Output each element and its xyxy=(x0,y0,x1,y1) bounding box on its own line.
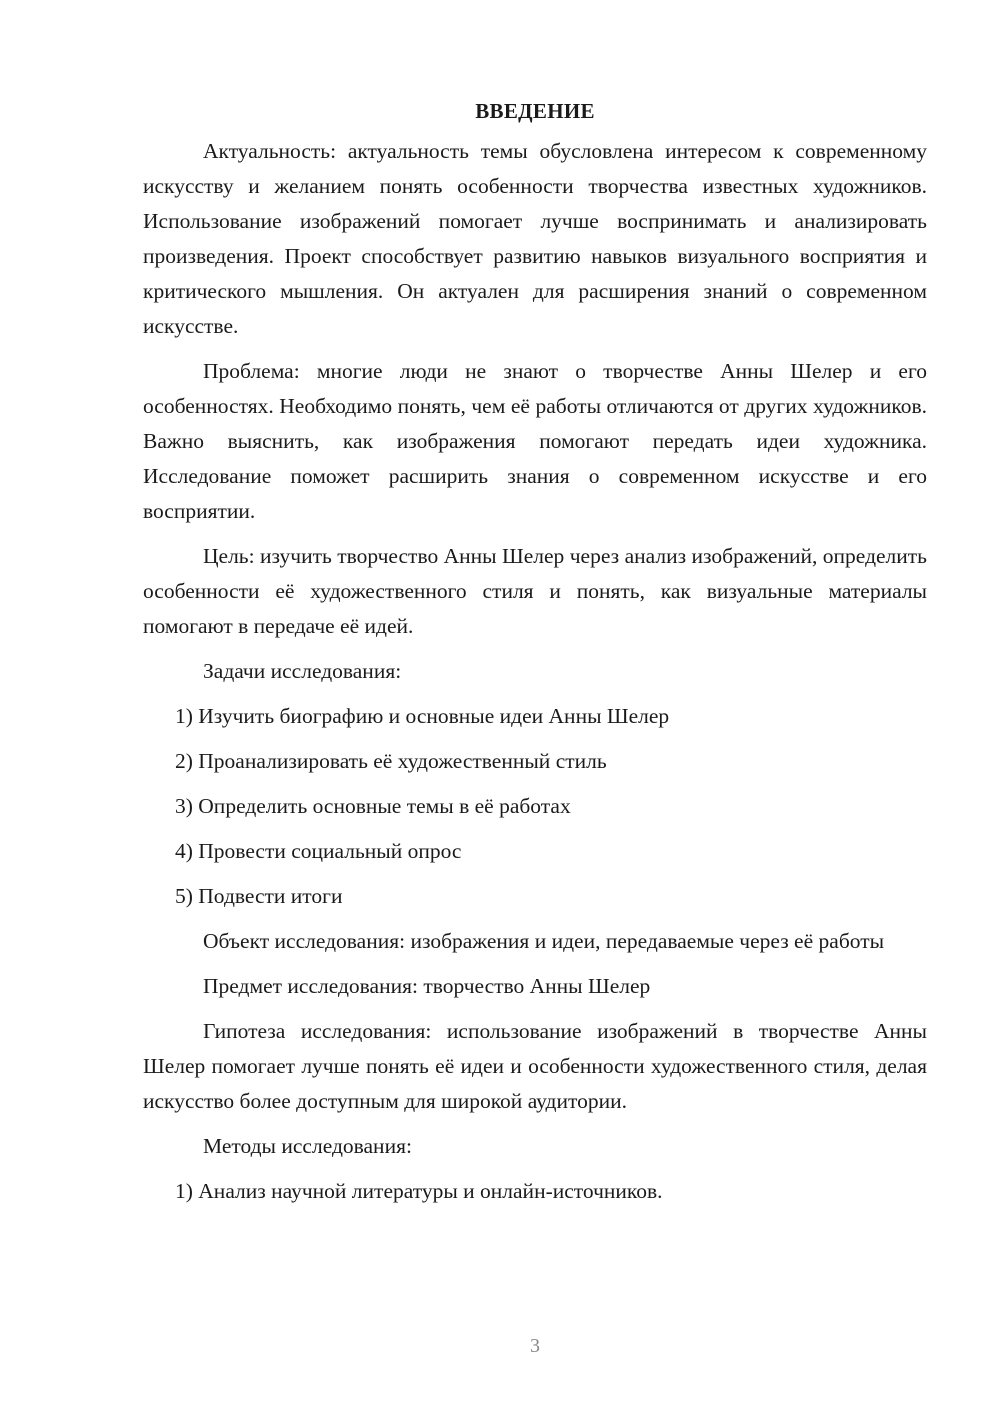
goal-paragraph: Цель: изучить творчество Анны Шелер через анализ изображений, определить особенности её художественного стиля и понять, как визуальные материалы помогают в передаче её идей. xyxy=(143,544,927,638)
list-item: 4) Провести социальный опрос xyxy=(175,839,462,863)
list-item: 5) Подвести итоги xyxy=(175,884,343,908)
page-content xyxy=(143,96,927,1219)
list-item: 3) Определить основные темы в её работах xyxy=(175,794,571,818)
relevance-paragraph: Актуальность: актуальность темы обусловлена интересом к современному искусству и желанием понять особенности творчества известных художников. Использование изображений помогает лучше воспринимать и анализировать произведения. Проект способствует развитию навыков визуального восприятия и критического мышления. Он актуален для расширения знаний о современном искусстве. xyxy=(143,139,927,338)
object-paragraph: Объект исследования: изображения и идеи, передаваемые через её работы xyxy=(203,929,885,953)
methods-heading: Методы исследования: xyxy=(203,1134,412,1158)
tasks-list xyxy=(143,699,927,914)
problem-paragraph: Проблема: многие люди не знают о творчестве Анны Шелер и его особенностях. Необходимо понять, чем её работы отличаются от других художников. Важно выяснить, как изображения помогают передать идеи художника. Исследование поможет расширить знания о современном искусстве и его восприятии. xyxy=(143,359,927,523)
list-item: 2) Проанализировать её художественный стиль xyxy=(175,749,607,773)
page-number: 3 xyxy=(530,1335,540,1357)
list-item: 1) Анализ научной литературы и онлайн-источников. xyxy=(175,1179,663,1203)
methods-list xyxy=(143,1174,927,1209)
hypothesis-paragraph: Гипотеза исследования: использование изображений в творчестве Анны Шелер помогает лучше понять её идеи и особенности художественного стиля, делая искусство более доступным для широкой аудитории. xyxy=(143,1019,927,1113)
section-heading: ВВЕДЕНИЕ xyxy=(475,99,595,123)
tasks-heading: Задачи исследования: xyxy=(203,659,402,683)
list-item: 1) Изучить биографию и основные идеи Анны Шелер xyxy=(175,704,670,728)
subject-paragraph: Предмет исследования: творчество Анны Шелер xyxy=(203,974,651,998)
